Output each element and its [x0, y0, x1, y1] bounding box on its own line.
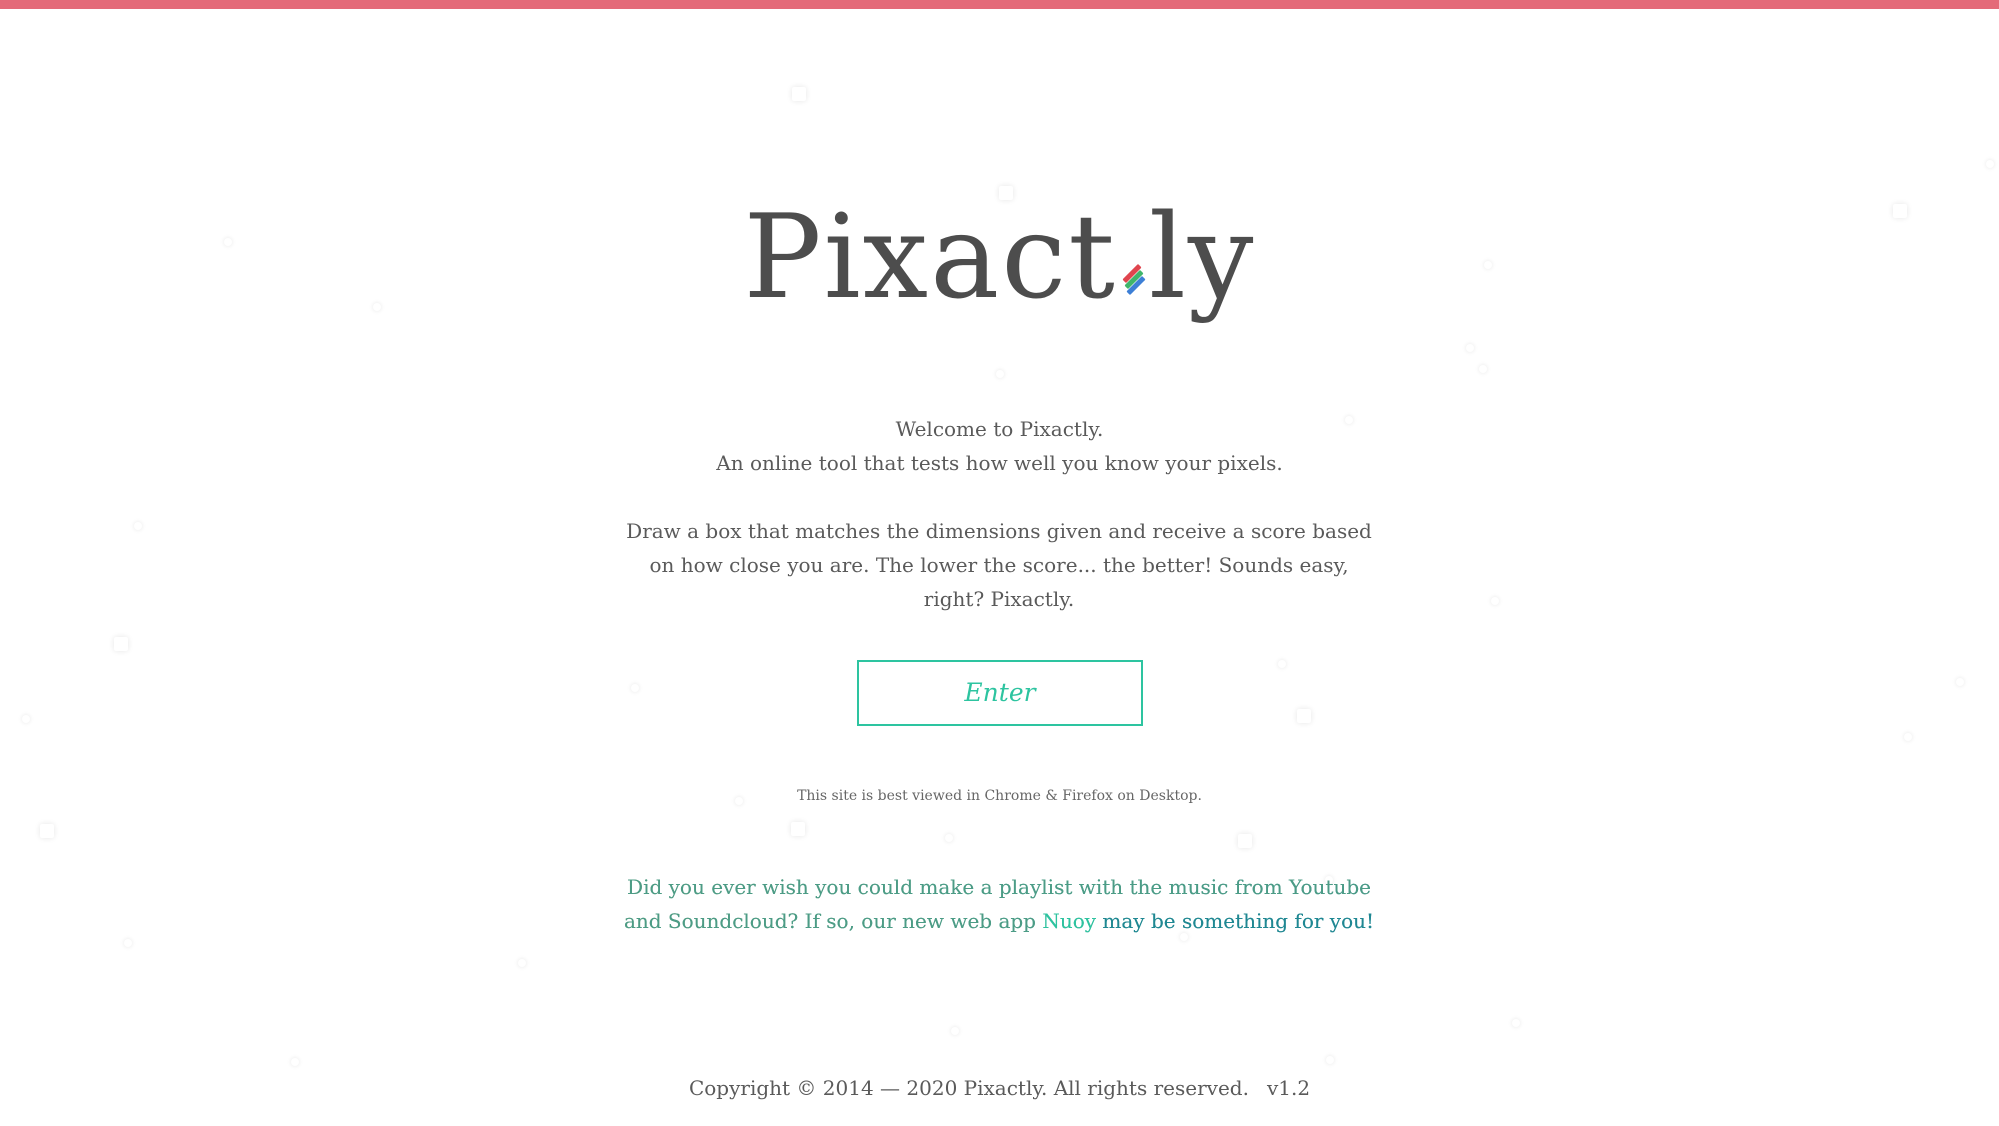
- version-text: v1.2: [1266, 1076, 1311, 1100]
- particle-square: [1238, 834, 1252, 848]
- particle-square: [114, 637, 128, 651]
- promo: [620, 870, 1378, 938]
- description-text: Draw a box that matches the dimensions given and receive a score based on how close you are. The lower the score... the better! Sounds easy, right? Pixactly.: [626, 519, 1372, 611]
- particle-dot: [951, 1027, 959, 1035]
- promo-text-before: Did you ever wish you could make a playlist with the music from Youtube and Soundcloud? If so, our new web app: [623, 875, 1371, 933]
- particle-square: [792, 87, 806, 101]
- particle-dot: [631, 684, 639, 692]
- particle-dot: [124, 939, 132, 947]
- logo-text-before: Pixact: [743, 190, 1117, 325]
- particle-dot: [134, 522, 142, 530]
- particle-dot: [1491, 597, 1499, 605]
- particle-dot: [291, 1058, 299, 1066]
- particle-dot: [22, 715, 30, 723]
- particle-dot: [1512, 1019, 1520, 1027]
- particle-dot: [1956, 678, 1964, 686]
- footer: [0, 1076, 1999, 1100]
- particle-square: [1297, 709, 1311, 723]
- nuoy-link[interactable]: Nuoy: [1042, 909, 1097, 933]
- tagline-text: An online tool that tests how well you know your pixels.: [716, 451, 1283, 475]
- pixel-stripes-icon: [1119, 267, 1147, 297]
- logo-text-after: ly: [1148, 190, 1256, 325]
- enter-button[interactable]: Enter: [857, 660, 1143, 726]
- particle-dot: [518, 959, 526, 967]
- welcome-text: Welcome to Pixactly.: [895, 417, 1104, 441]
- particle-dot: [1479, 365, 1487, 373]
- particle-dot: [1986, 160, 1994, 168]
- particle-dot: [1326, 1056, 1334, 1064]
- particle-dot: [996, 370, 1004, 378]
- particle-dot: [1278, 660, 1286, 668]
- logo: [0, 190, 1999, 325]
- promo-text-after: may be something for you!: [1096, 909, 1375, 933]
- particle-dot: [1466, 344, 1474, 352]
- particle-square: [40, 824, 54, 838]
- particle-square: [791, 822, 805, 836]
- browser-note: This site is best viewed in Chrome & Firefox on Desktop.: [797, 788, 1202, 804]
- copyright-text: Copyright © 2014 — 2020 Pixactly. All rights reserved.: [688, 1076, 1249, 1100]
- particle-dot: [1904, 733, 1912, 741]
- particle-dot: [945, 834, 953, 842]
- intro: [0, 412, 1999, 480]
